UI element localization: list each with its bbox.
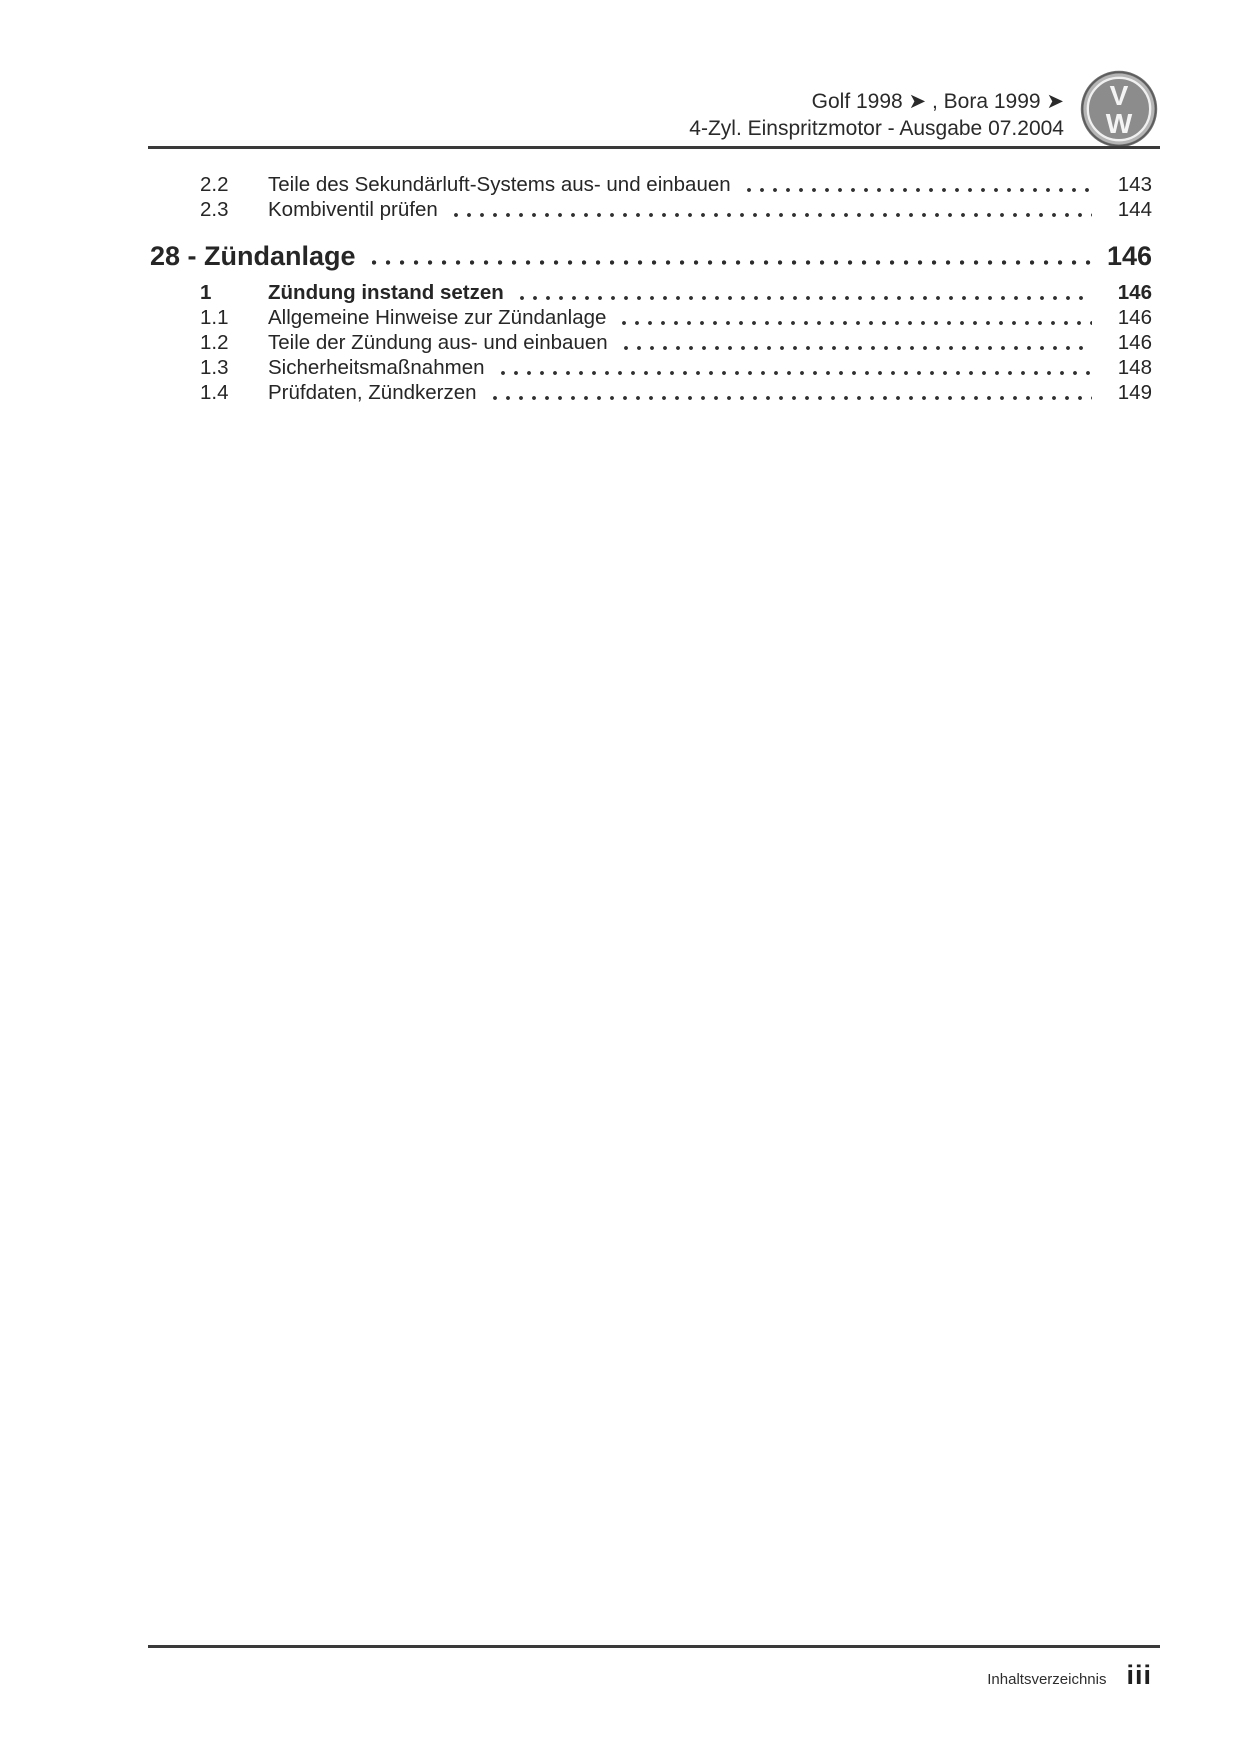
entry-title: Zündung instand setzen	[268, 281, 504, 304]
page-footer	[987, 1660, 1152, 1691]
page-number: 146	[1106, 241, 1152, 271]
entry-number: 1.1	[200, 306, 229, 329]
page-number: 144	[1117, 198, 1152, 221]
entry-title: Allgemeine Hinweise zur Zündanlage	[268, 306, 607, 329]
page-number: 149	[1117, 381, 1152, 404]
header-edition-line: 4-Zyl. Einspritzmotor - Ausgabe 07.2004	[689, 117, 1064, 140]
footer-page-number: iii	[1126, 1660, 1152, 1690]
toc-entry	[150, 380, 1152, 405]
page-number: 146	[1117, 331, 1152, 354]
dot-leader	[624, 346, 1092, 350]
vw-logo-letter-v: V	[1109, 80, 1129, 112]
table-of-contents	[150, 172, 1152, 405]
toc-entry	[150, 172, 1152, 197]
toc-entry	[150, 355, 1152, 380]
dot-leader	[493, 396, 1092, 400]
page-number: 143	[1117, 173, 1152, 196]
chapter-title: 28 - Zündanlage	[150, 241, 356, 271]
dot-leader	[501, 371, 1093, 375]
footer-divider-rule	[148, 1645, 1160, 1648]
vw-logo-icon	[1080, 70, 1158, 148]
dot-leader	[622, 321, 1092, 325]
entry-title: Teile der Zündung aus- und einbauen	[268, 331, 608, 354]
toc-entry	[150, 330, 1152, 355]
entry-number: 2.2	[200, 173, 229, 196]
header-divider-rule	[148, 146, 1160, 149]
dot-leader	[747, 188, 1092, 192]
entry-title: Sicherheitsmaßnahmen	[268, 356, 485, 379]
entry-number: 2.3	[200, 198, 229, 221]
page-number: 146	[1117, 306, 1152, 329]
page-number: 146	[1117, 281, 1152, 304]
dot-leader	[372, 260, 1091, 265]
entry-number: 1	[200, 281, 212, 304]
dot-leader	[520, 296, 1092, 300]
footer-section-label: Inhaltsverzeichnis	[987, 1671, 1107, 1688]
vw-logo-letter-w: W	[1105, 108, 1133, 140]
toc-entry	[150, 280, 1152, 305]
toc-entry	[150, 305, 1152, 330]
toc-entry	[150, 197, 1152, 222]
dot-leader	[454, 213, 1092, 217]
page-number: 148	[1117, 356, 1152, 379]
entry-number: 1.4	[200, 381, 229, 404]
entry-number: 1.2	[200, 331, 229, 354]
entry-number: 1.3	[200, 356, 229, 379]
entry-title: Prüfdaten, Zündkerzen	[268, 381, 477, 404]
header-model-line: Golf 1998 ➤ , Bora 1999 ➤	[811, 90, 1064, 113]
entry-title: Teile des Sekundärluft-Systems aus- und einbauen	[268, 173, 731, 196]
entry-title: Kombiventil prüfen	[268, 198, 438, 221]
page-header	[689, 88, 1064, 142]
toc-chapter-heading	[150, 239, 1152, 273]
